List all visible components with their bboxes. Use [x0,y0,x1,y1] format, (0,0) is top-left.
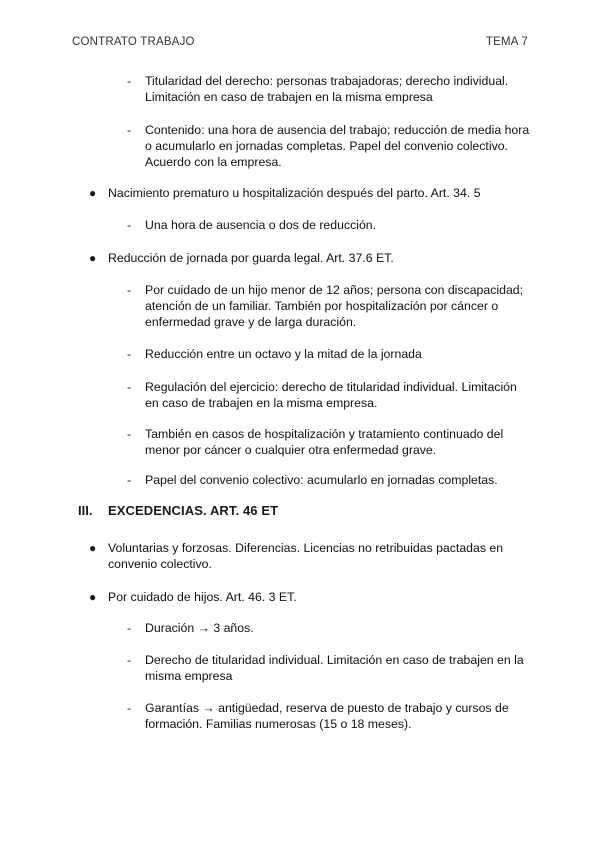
dash-marker: - [127,701,132,715]
text-line: Papel del convenio colectivo: acumularlo en jornadas completas. [145,473,498,487]
text-line: Titularidad del derecho: personas trabajadoras; derecho individual. [145,74,509,88]
text-line: Regulación del ejercicio: derecho de titularidad individual. Limitación [145,380,517,394]
sub-item [145,122,535,171]
dash-marker: - [127,218,132,232]
bullet-item [108,589,528,605]
text-line: atención de un familiar. También por hospitalización por cáncer o [145,299,499,314]
sub-item [145,652,535,684]
bullet-item [108,185,528,201]
dash-marker: - [127,427,132,441]
sub-item [145,426,535,458]
text-line: Por cuidado de hijos. Art. 46. 3 ET. [108,590,297,604]
text-line: o acumularlo en jornadas completas. Papel del convenio colectivo. [145,139,508,154]
text-line: Una hora de ausencia o dos de reducción. [145,218,377,232]
sub-item [145,73,535,105]
bullet-item [108,250,528,266]
text-line: Limitación en caso de trabajen en la misma empresa [145,90,433,105]
dash-marker: - [127,621,132,635]
dash-marker: - [127,74,132,88]
bullet-icon: ● [89,590,97,604]
text-line: Contenido: una hora de ausencia del trabajo; reducción de media hora [145,123,530,137]
dash-marker: - [127,653,132,667]
text-line: convenio colectivo. [108,557,212,572]
text-line: Nacimiento prematuro u hospitalización después del parto. Art. 34. 5 [108,186,481,200]
dash-marker: - [127,347,132,361]
sub-item [145,346,535,362]
bullet-icon: ● [89,541,97,555]
header-right: TEMA 7 [485,36,528,48]
text-line: Duración → 3 años. [145,621,254,635]
section-title: EXCEDENCIAS. ART. 46 ET [108,503,279,518]
sub-item [145,620,535,636]
bullet-item [108,540,528,572]
text-line: en caso de trabajen en la misma empresa. [145,396,378,411]
text-line: formación. Familias numerosas (15 o 18 meses). [145,717,412,732]
dash-marker: - [127,473,132,487]
text-line: misma empresa [145,669,233,684]
text-line: Garantías → antigüedad, reserva de puesto de trabajo y cursos de [145,701,509,715]
sub-item [145,472,535,488]
text-line: También en casos de hospitalización y tratamiento continuado del [145,427,504,441]
text-line: Derecho de titularidad individual. Limitación en caso de trabajen en la [145,653,524,667]
sub-item [145,379,535,411]
bullet-icon: ● [89,251,97,265]
section-number: III. [78,503,93,518]
text-line: Acuerdo con la empresa. [145,155,282,170]
text-line: Por cuidado de un hijo menor de 12 años; persona con discapacidad; [145,283,524,297]
dash-marker: - [127,283,132,297]
sub-item [145,700,535,732]
header-left: CONTRATO TRABAJO [72,36,195,48]
sub-item [145,282,535,331]
text-line: enfermedad grave y de larga duración. [145,315,357,330]
dash-marker: - [127,380,132,394]
text-line: menor por cáncer o cualquier otra enfermedad grave. [145,443,437,458]
sub-item [145,217,535,233]
text-line: Voluntarias y forzosas. Diferencias. Licencias no retribuidas pactadas en [108,541,504,555]
dash-marker: - [127,123,132,137]
bullet-icon: ● [89,186,97,200]
text-line: Reducción de jornada por guarda legal. Art. 37.6 ET. [108,251,394,265]
text-line: Reducción entre un octavo y la mitad de la jornada [145,347,422,361]
